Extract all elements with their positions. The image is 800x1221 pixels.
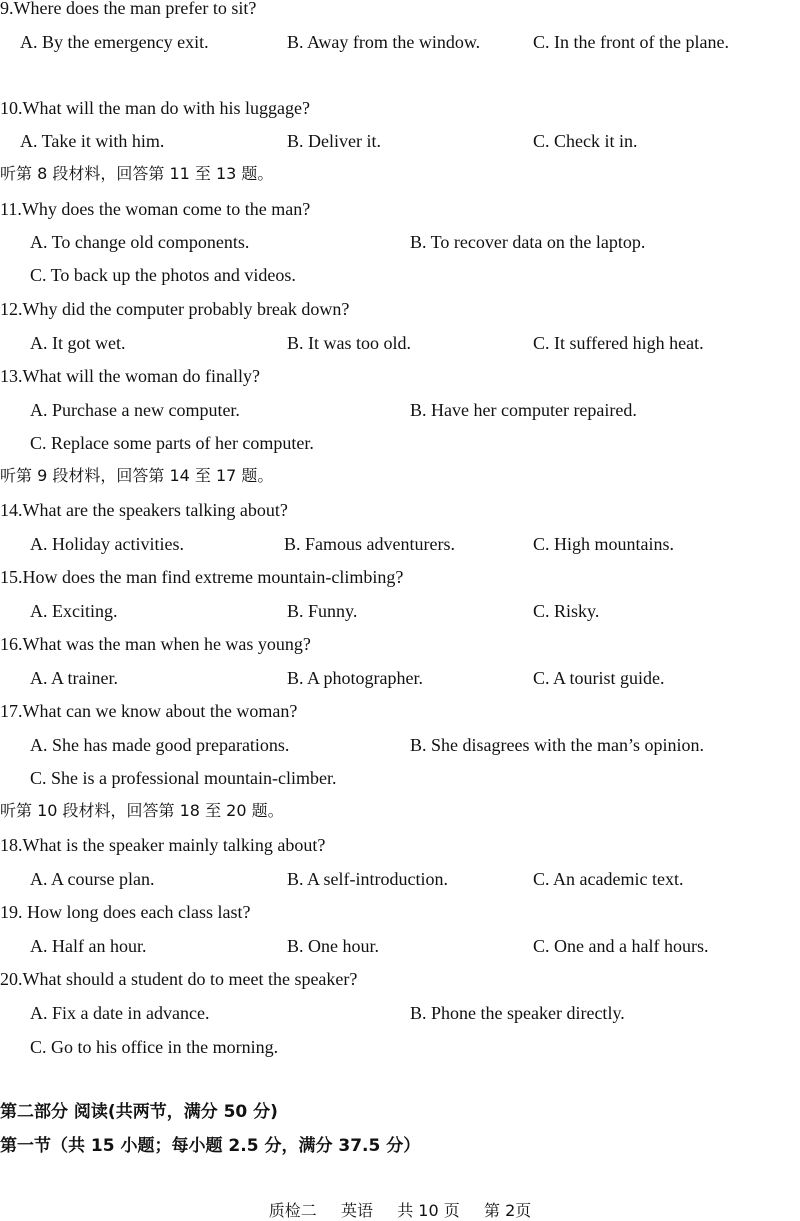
question-13-option-a: A. Purchase a new computer. <box>30 400 240 420</box>
question-19-option-b: B. One hour. <box>287 936 379 956</box>
question-13-option-c: C. Replace some parts of her computer. <box>30 433 314 453</box>
question-20-option-b: B. Phone the speaker directly. <box>410 1003 625 1023</box>
section-instruction-9: 听第 9 段材料，回答第 14 至 17 题。 <box>0 466 274 485</box>
question-18-stem: 18.What is the speaker mainly talking about? <box>0 835 326 855</box>
question-16-option-a: A. A trainer. <box>30 668 118 688</box>
question-13-stem: 13.What will the woman do finally? <box>0 366 260 386</box>
question-18-option-a: A. A course plan. <box>30 869 155 889</box>
question-9-option-c: C. In the front of the plane. <box>533 32 729 52</box>
question-15-option-c: C. Risky. <box>533 601 600 621</box>
question-12-option-c: C. It suffered high heat. <box>533 333 704 353</box>
question-11-option-a: A. To change old components. <box>30 232 250 252</box>
question-14-option-c: C. High mountains. <box>533 534 675 554</box>
question-19-option-a: A. Half an hour. <box>30 936 147 956</box>
question-20-option-a: A. Fix a date in advance. <box>30 1003 210 1023</box>
question-17-option-c: C. She is a professional mountain-climber. <box>30 768 337 788</box>
question-20-stem: 20.What should a student do to meet the speaker? <box>0 969 358 989</box>
question-11-stem: 11.Why does the woman come to the man? <box>0 199 311 219</box>
footer-exam: 质检二 <box>268 1201 317 1220</box>
footer-subject: 英语 <box>340 1201 373 1220</box>
question-17-option-b: B. She disagrees with the man’s opinion. <box>410 735 704 755</box>
section-instruction-8: 听第 8 段材料，回答第 11 至 13 题。 <box>0 164 274 183</box>
question-15-option-a: A. Exciting. <box>30 601 118 621</box>
question-12-option-b: B. It was too old. <box>287 333 411 353</box>
question-16-option-b: B. A photographer. <box>287 668 423 688</box>
question-14-stem: 14.What are the speakers talking about? <box>0 500 288 520</box>
question-18-option-c: C. An academic text. <box>533 869 684 889</box>
question-17-option-a: A. She has made good preparations. <box>30 735 290 755</box>
part-two-heading: 第二部分 阅读(共两节，满分 50 分) <box>0 1102 278 1122</box>
question-13-option-b: B. Have her computer repaired. <box>410 400 637 420</box>
question-15-option-b: B. Funny. <box>287 601 358 621</box>
question-15-stem: 15.How does the man find extreme mountain-climbing? <box>0 567 404 587</box>
question-17-stem: 17.What can we know about the woman? <box>0 701 298 721</box>
footer-page-number: 第 2页 <box>484 1201 532 1220</box>
question-16-stem: 16.What was the man when he was young? <box>0 634 311 654</box>
question-19-option-c: C. One and a half hours. <box>533 936 709 956</box>
question-9-stem: 9.Where does the man prefer to sit? <box>0 0 257 18</box>
question-11-option-c: C. To back up the photos and videos. <box>30 265 296 285</box>
question-9-option-a: A. By the emergency exit. <box>20 32 209 52</box>
question-19-stem: 19. How long does each class last? <box>0 902 251 922</box>
question-18-option-b: B. A self-introduction. <box>287 869 448 889</box>
question-10-option-b: B. Deliver it. <box>287 131 381 151</box>
question-14-option-b: B. Famous adventurers. <box>284 534 455 554</box>
question-11-option-b: B. To recover data on the laptop. <box>410 232 646 252</box>
question-20-option-c: C. Go to his office in the morning. <box>30 1037 279 1057</box>
question-14-option-a: A. Holiday activities. <box>30 534 184 554</box>
section-instruction-10: 听第 10 段材料，回答第 18 至 20 题。 <box>0 801 284 820</box>
section-one-heading: 第一节（共 15 小题；每小题 2.5 分，满分 37.5 分） <box>0 1136 421 1156</box>
footer-total-pages: 共 10 页 <box>397 1201 460 1220</box>
question-16-option-c: C. A tourist guide. <box>533 668 665 688</box>
question-9-option-b: B. Away from the window. <box>287 32 481 52</box>
question-10-option-a: A. Take it with him. <box>20 131 165 151</box>
question-10-stem: 10.What will the man do with his luggage? <box>0 98 310 118</box>
question-12-option-a: A. It got wet. <box>30 333 126 353</box>
question-12-stem: 12.Why did the computer probably break down? <box>0 299 350 319</box>
question-10-option-c: C. Check it in. <box>533 131 638 151</box>
